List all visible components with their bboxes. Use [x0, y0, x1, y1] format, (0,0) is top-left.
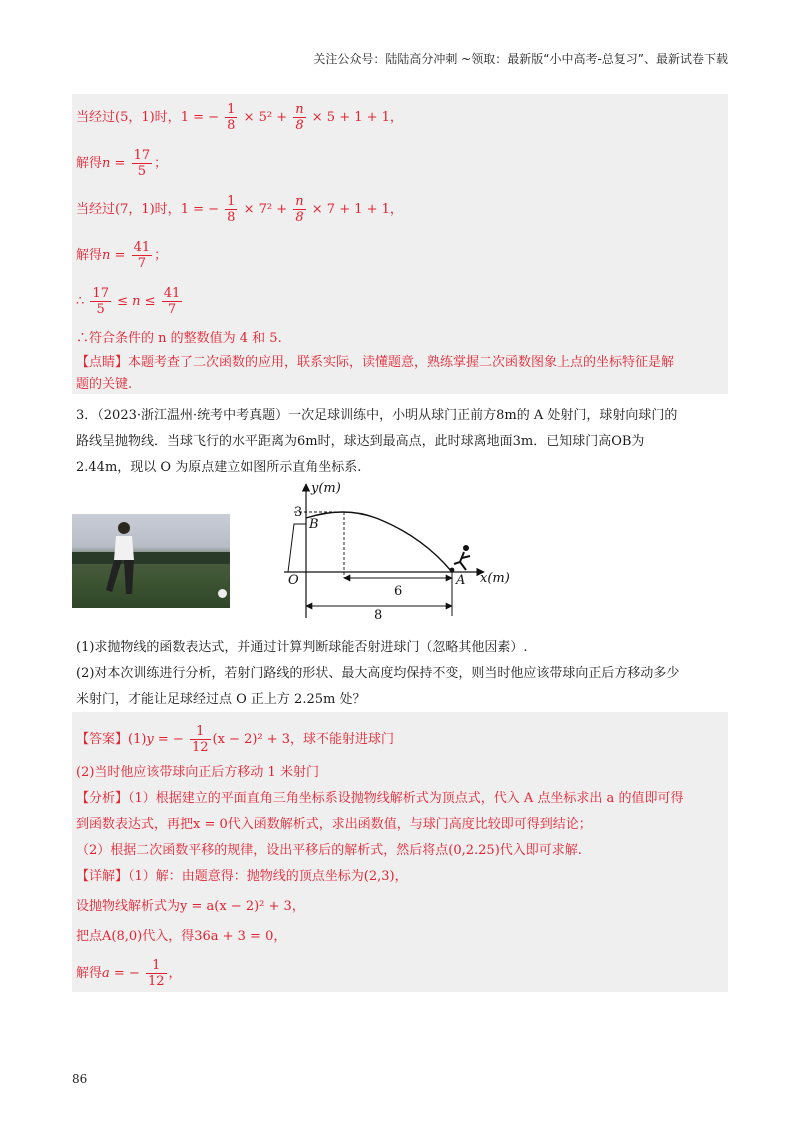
fraction: $\frac{17}{5}$: [92, 286, 109, 317]
solution-line-6: ∴符合条件的 n 的整数值为 4 和 5.: [76, 331, 282, 346]
comment-line-2: 题的关键.: [76, 377, 133, 392]
detail-line-4: 解得a = − $\frac{1}{12}$ ，: [76, 958, 182, 989]
answer-line-2: (2)当时他应该带球向正后方移动 1 米射门: [76, 765, 319, 780]
distance-8-label: 8: [374, 608, 383, 620]
detail-line-2: 设抛物线解析式为y = a(x − 2)² + 3，: [76, 899, 305, 914]
detail-line-3: 把点A(8,0)代入，得36a + 3 = 0，: [76, 929, 287, 944]
question-line-3: 2.44m，现以 O 为原点建立如图所示直角坐标系.: [76, 460, 362, 475]
solution-line-1: 当经过(5，1)时，1 = − $\frac{1}{8}$ × 5² + $\frac{n}{8}$ × 5 + 1 + 1，: [76, 102, 403, 133]
origin-label: O: [288, 573, 299, 588]
analysis-line-3: （2）根据二次函数平移的规律，设出平移后的解析式，然后将点(0,2.25)代入即可求解.: [76, 843, 582, 858]
distance-6-label: 6: [394, 584, 403, 599]
x-axis-label: x(m): [480, 571, 510, 586]
solution-line-2: 解得n = $\frac{17}{5}$ ；: [76, 148, 168, 179]
detail-line-1: 【详解】（1）解：由题意得：抛物线的顶点坐标为(2,3)，: [76, 869, 408, 884]
question-part-2: (2)对本次训练进行分析，若射门路线的形状、最大高度均保持不变，则当时他应该带球向正后方移动多少: [76, 666, 680, 681]
question-part-1: (1)求抛物线的函数表达式，并通过计算判断球能否射进球门（忽略其他因素）.: [76, 640, 528, 655]
fraction: $\frac{41}{7}$: [163, 286, 181, 317]
fraction: $\frac{1}{8}$: [227, 194, 236, 225]
answer-line-1: 【答案】(1)y = − $\frac{1}{12}$ (x − 2)² + 3，球不能射进球门: [76, 724, 395, 755]
fraction: $\frac{17}{5}$: [133, 148, 151, 179]
comment-line-1: 【点睛】本题考查了二次函数的应用，联系实际，读懂题意，熟练掌握二次函数图象上点的坐标特征是解: [76, 355, 675, 370]
fraction: $\frac{n}{8}$: [295, 102, 304, 133]
player-silhouette: [102, 520, 138, 598]
ball: [218, 589, 227, 598]
fraction: $\frac{1}{8}$: [227, 102, 236, 133]
page-number: 86: [72, 1072, 88, 1086]
solution-line-3: 当经过(7，1)时，1 = − $\frac{1}{8}$ × 7² + $\frac{n}{8}$ × 7 + 1 + 1，: [76, 194, 403, 225]
point-b-label: B: [309, 517, 319, 532]
soccer-photo: [72, 514, 230, 608]
y-axis-label: y(m): [311, 481, 341, 496]
analysis-line-2: 到函数表达式，再把x = 0代入函数解析式，求出函数值，与球门高度比较即可得到结论；: [76, 817, 592, 832]
solution-line-4: 解得n = $\frac{41}{7}$ ；: [76, 240, 168, 271]
page-header: 关注公众号：陆陆高分冲刺 ~领取：最新版“小中高考-总复习”、最新试卷下载: [313, 52, 728, 66]
question-part-3: 米射门，才能让足球经过点 O 正上方 2.25m 处？: [76, 692, 366, 707]
analysis-line-1: 【分析】（1）根据建立的平面直角三角坐标系设抛物线解析式为顶点式，代入 A 点坐标求出 a 的值即可得: [76, 791, 684, 806]
parabola-diagram: [270, 478, 520, 620]
fraction: $\frac{1}{12}$: [147, 958, 165, 989]
solution-block-previous: [72, 94, 728, 394]
kicker-icon: [454, 545, 470, 570]
question-line-1: 3．（2023·浙江温州·统考中考真题）一次足球训练中，小明从球门正前方8m的 A 处射门，球射向球门的: [76, 408, 678, 423]
fraction: $\frac{1}{12}$: [191, 724, 209, 755]
height-label: 3: [294, 505, 303, 520]
fraction: $\frac{n}{8}$: [295, 194, 304, 225]
question-line-2: 路线呈抛物线．当球飞行的水平距离为6m时，球达到最高点，此时球离地面3m．已知球门高OB为: [76, 434, 645, 449]
solution-line-5: ∴ $\frac{17}{5}$ ≤ n ≤ $\frac{41}{7}$: [76, 286, 181, 317]
point-a-label: A: [456, 573, 466, 588]
fraction: $\frac{41}{7}$: [133, 240, 151, 271]
